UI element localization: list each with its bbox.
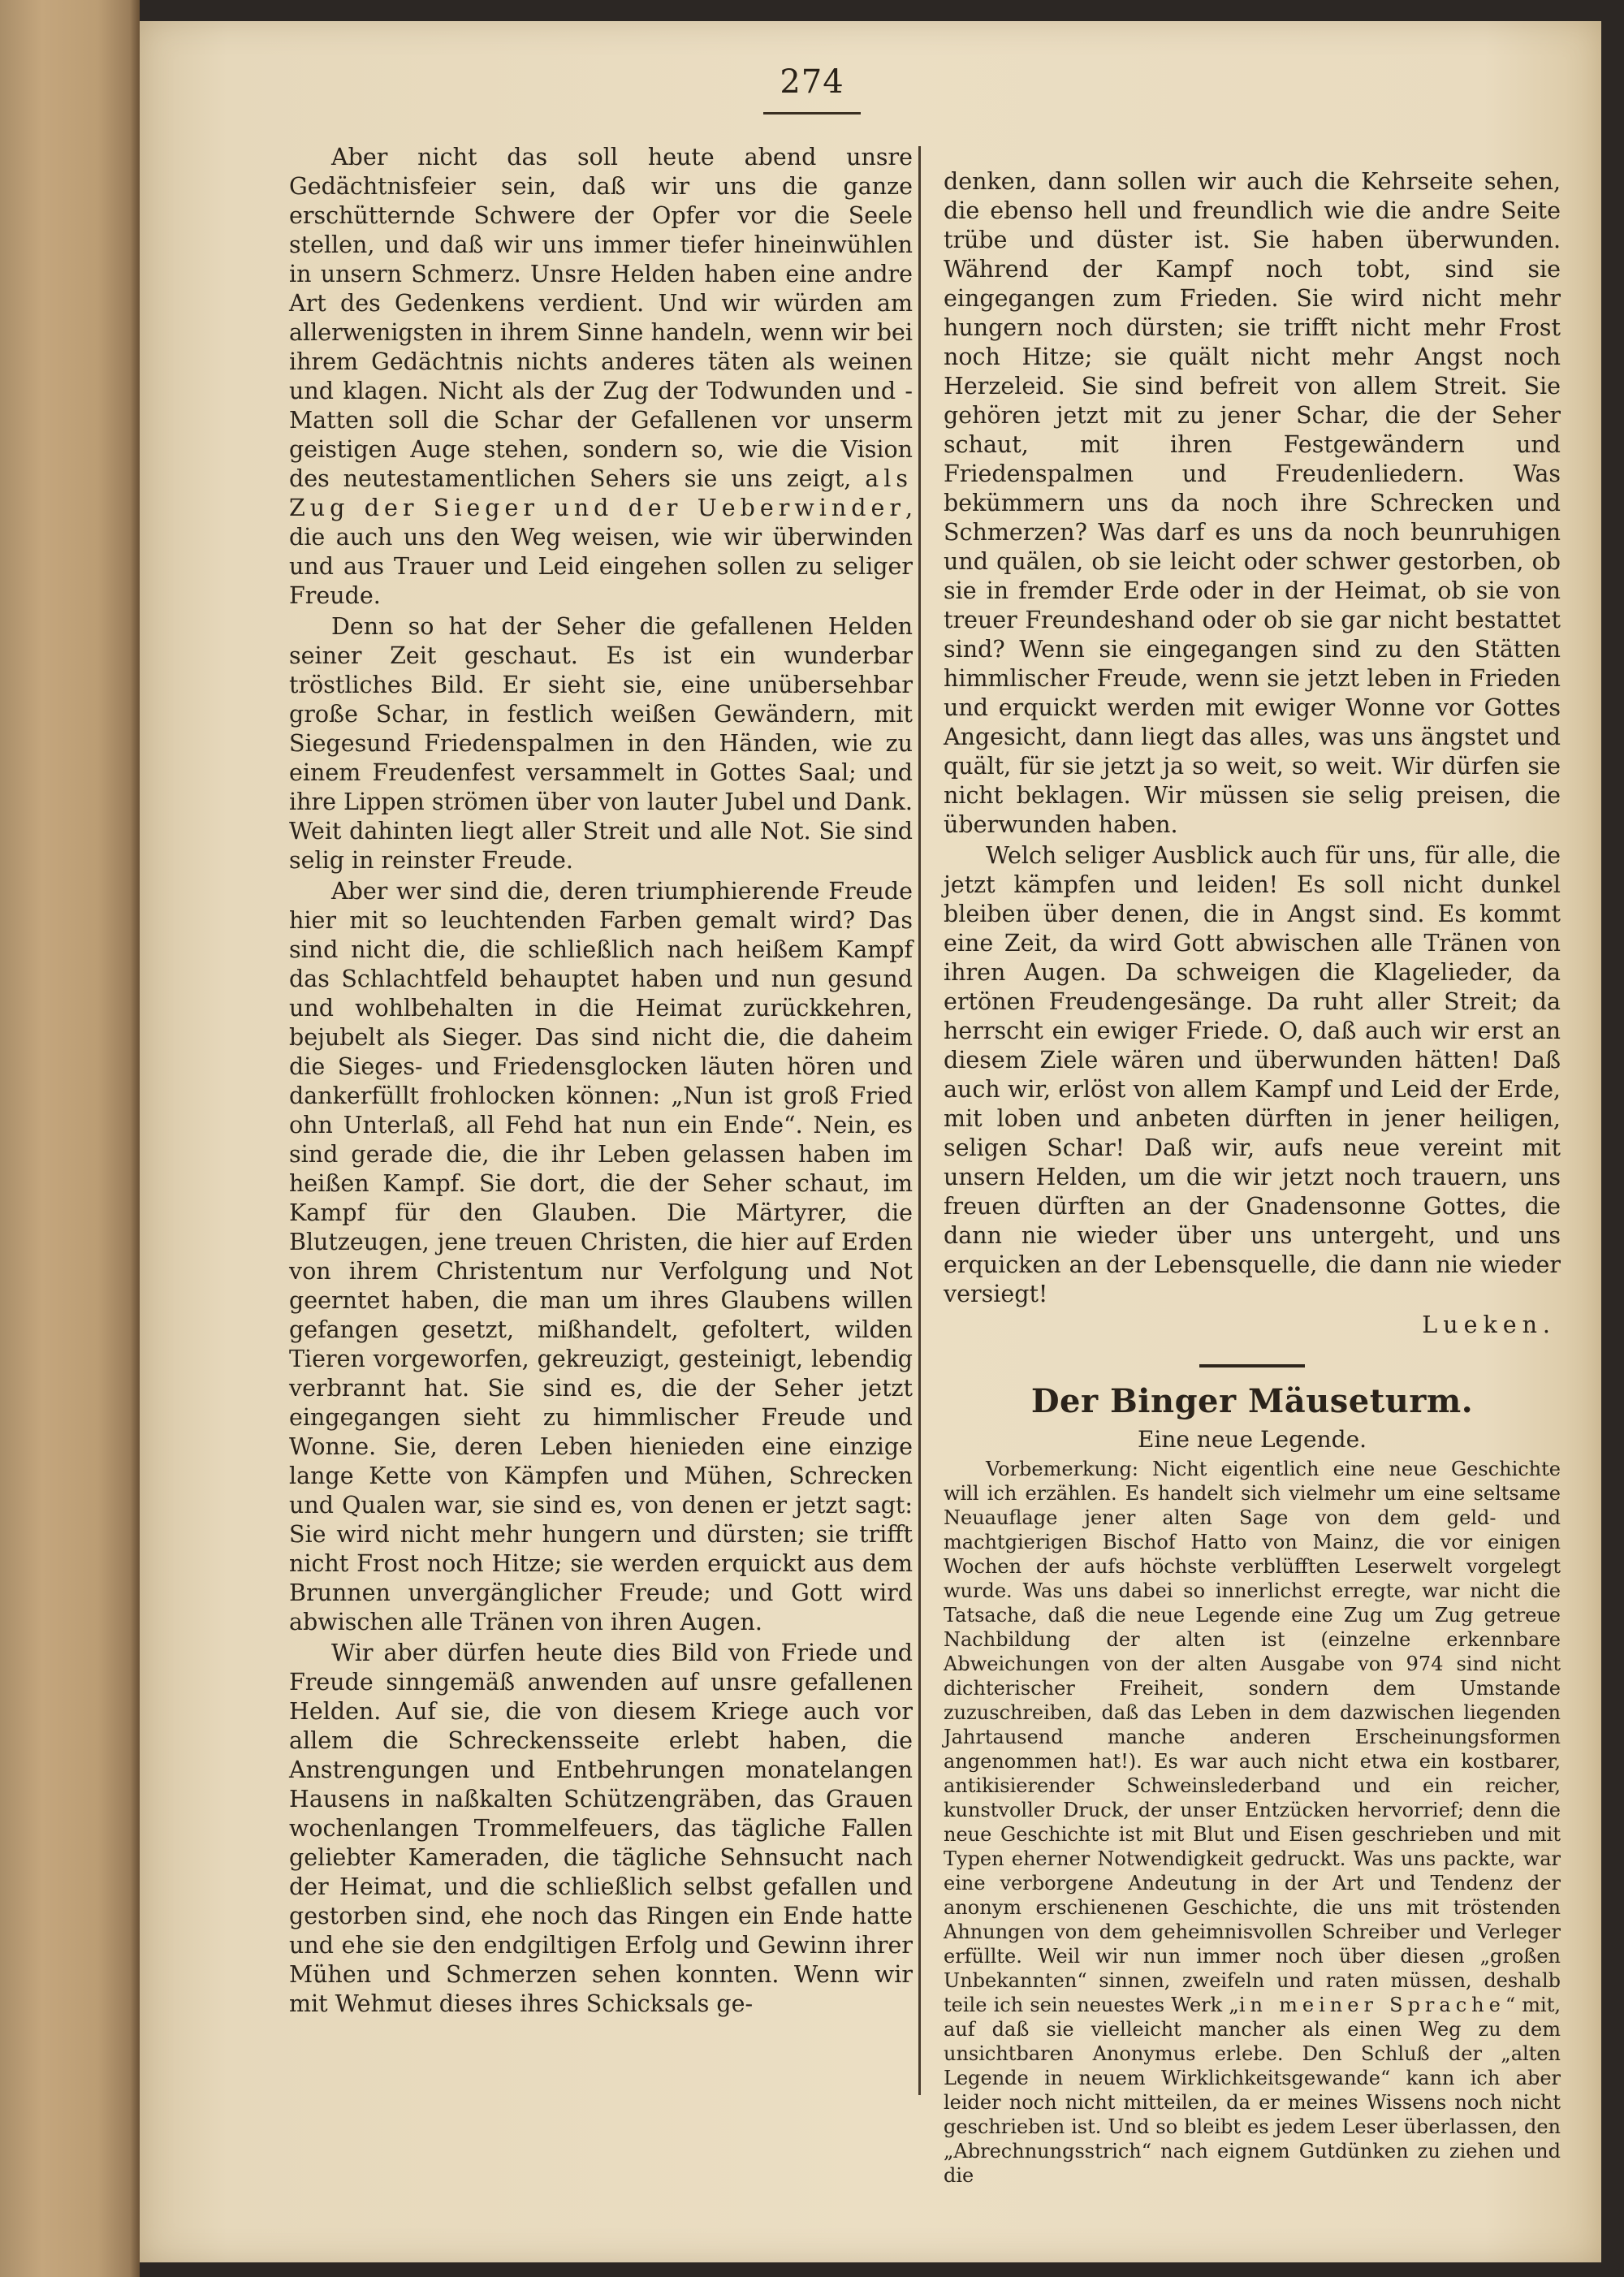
section-divider: [1199, 1364, 1305, 1367]
paragraph: [289, 143, 913, 611]
paragraph: Welch seliger Ausblick auch für uns, für alle, die jetzt kämpfen und leiden! Es soll nicht dunkel bleiben über denen, die in Angst sind. Es kommt eine Zeit, da wird Gott abwischen alle Tränen von ihren Augen. Da schweigen die Klagelieder, da ertönen Freudengesänge. Da ruht aller Streit; da herrscht ein ewiger Friede. O, daß auch wir erst an diesem Ziele wären und überwunden hätten! Daß auch wir, erlöst von allem Kampf und Leid der Erde, mit loben und anbeten dürften in jener heiligen, seligen Schar! Daß wir, aufs neue vereint mit unsern Helden, um die wir jetzt noch trauern, uns freuen dürften an der Gnadensonne Gottes, die dann nie wieder über uns untergeht, und uns erquicken an der Lebensquelle, die dann nie wieder versiegt!: [944, 842, 1561, 1307]
page-number-rule: [763, 112, 861, 114]
paragraph: Wir aber dürfen heute dies Bild von Friede und Freude sinngemäß anwenden auf unsre gefallenen Helden. Auf sie, die von diesem Kriege auch vor allem die Schreckensseite erlebt haben, die Anstrengungen und Entbehrungen monatelangen Hausens in naßkalten Schützengräben, das Grauen wochenlangen Trommelfeuers, das tägliche Fallen geliebter Kameraden, die tägliche Sehnsucht nach der Heimat, und die schließlich selbst gefallen und gestorben sind, ehe noch das Ringen ein Ende hatte und ehe sie den endgiltigen Erfolg und Gewinn ihrer Mühen und Schmerzen sehen konnten. Wenn wir mit Wehmut dieses ihres Schicksals ge-: [289, 1640, 913, 2017]
story-subtitle: Eine neue Legende.: [1137, 1426, 1367, 1453]
right-column: [944, 167, 1561, 2189]
spaced-phrase: in meiner Sprache: [1238, 1994, 1505, 2016]
paragraph-text-end: , die auch uns den Weg weisen, wie wir überwinden und aus Trauer und Leid eingehen sollen zu seliger Freude.: [289, 495, 913, 609]
left-column: [289, 143, 913, 2020]
spaced-phrase: als Zug der Sieger und der Ueberwinder: [289, 465, 913, 521]
paragraph-text: Aber nicht das soll heute abend unsre Gedächtnisfeier sein, daß wir uns die ganze erschütternde Schwere der Opfer vor die Seele stellen, und daß wir uns immer tiefer hineinwühlen in unsern Schmerz. Unsre Helden haben eine andre Art des Gedenkens verdient. Und wir würden am allerwenigsten in ihrem Sinne handeln, wenn wir bei ihrem Gedächtnis nichts anderes täten als weinen und klagen. Nicht als der Zug der Todwunden und -Matten soll die Schar der Gefallenen vor unserm geistigen Auge stehen, sondern so, wie die Vision des neutestamentlichen Sehers sie uns zeigt,: [289, 144, 913, 492]
paragraph: [944, 1457, 1561, 2188]
story-text-end: “ mit, auf daß sie vielleicht mancher als einen Weg zu dem unsichtbaren Anonymus erlebe. Den Schluß der „alten Legende in neuem Wirklichkeitsgewande“ kann ich aber leider noch nicht mitteilen, da er meines Wissens noch nicht geschrieben ist. Und so bleibt es jedem Leser überlassen, den „Abrechnungsstrich“ nach eignem Gutdünken zu ziehen und die: [944, 1994, 1561, 2187]
story-text: Vorbemerkung: Nicht eigentlich eine neue Geschichte will ich erzählen. Es handelt sich vielmehr um eine seltsame Neuauflage jener alten Sage von dem geld- und machtgierigen Bischof Hatto von Mainz, die vor einigen Wochen der aufs höchste verblüfften Leserwelt vorgelegt wurde. Was uns dabei so innerlichst erregte, war nicht die Tatsache, daß die neue Legende eine Zug um Zug getreue Nachbildung der alten ist (einzelne erkennbare Abweichungen von der alten Ausgabe von 974 sind nicht dichterischer Freiheit, sondern dem Umstande zuzuschreiben, daß das Leben in dem dazwischen liegenden Jahrtausend manche anderen Erscheinungsformen angenommen hat!). Es war auch nicht etwa ein kostbarer, antikisierender Schweinslederband und ein reicher, kunstvoller Druck, der unser Entzücken hervorrief; denn die neue Geschichte ist mit Blut und Eisen geschrieben und mit Typen eherner Notwendigkeit gedruckt. Was uns packte, war eine verborgene Andeutung in der Art und Tendenz der anonym erschienenen Geschichte, die uns mit tröstenden Ahnungen von dem geheimnisvollen Schreiber und Verleger erfüllte. Weil wir nun immer noch über diesen „großen Unbekannten“ sinnen, zweifeln und raten müssen, deshalb teile ich sein neuestes Werk „: [944, 1458, 1561, 2016]
author-signature: Lueken.: [1422, 1311, 1556, 1338]
page-number: 274: [780, 63, 844, 101]
paragraph: Denn so hat der Seher die gefallenen Helden seiner Zeit geschaut. Es ist ein wunderbar tröstliches Bild. Er sieht sie, eine unübersehbar große Schar, in festlich weißen Gewändern, mit Siegesund Friedenspalmen in den Händen, wie zu einem Freudenfest versammelt in Gottes Saal; und ihre Lippen strömen über von lauter Jubel und Dank. Weit dahinten liegt aller Streit und alle Not. Sie sind selig in reinster Freude.: [289, 613, 913, 874]
paragraph: denken, dann sollen wir auch die Kehrseite sehen, die ebenso hell und freundlich wie die andre Seite trübe und düster ist. Sie haben überwunden. Während der Kampf noch tobt, sind sie eingegangen zum Frieden. Sie wird nicht mehr hungern noch dürsten; sie trifft nicht mehr Frost noch Hitze; sie quält nicht mehr Angst noch Herzeleid. Sie sind befreit von allem Streit. Sie gehören jetzt mit zu jener Schar, die der Seher schaut, mit ihren Festgewändern und Friedenspalmen und Freudenliedern. Was bekümmern uns da noch ihre Schrecken und Schmerzen? Was darf es uns da noch beunruhigen und quälen, ob sie leicht oder schwer gestorben, ob sie in fremder Erde oder in der Heimat, ob sie von treuer Freundeshand oder ob sie gar nicht bestattet sind? Wenn sie eingegangen sind zu den Stätten himmlischer Freude, wenn sie jetzt leben in Frieden und erquickt werden mit ewiger Wonne vor Gottes Angesicht, dann liegt das alles, was uns ängstet und quält, für sie jetzt ja so weit, so weit. Wir dürfen sie nicht beklagen. Wir müssen sie selig preisen, die überwunden haben.: [944, 168, 1561, 838]
column-divider: [918, 146, 921, 2095]
story-title: Der Binger Mäuseturm.: [1030, 1382, 1474, 1420]
book-edge: [0, 0, 140, 2277]
paragraph: Aber wer sind die, deren triumphierende Freude hier mit so leuchtenden Farben gemalt wird? Das sind nicht die, die schließlich nach heißem Kampf das Schlachtfeld behauptet haben und nun gesund und wohlbehalten in die Heimat zurückkehren, bejubelt als Sieger. Das sind nicht die, die daheim die Sieges- und Friedensglocken läuten hören und dankerfüllt frohlocken können: „Nun ist groß Fried ohn Unterlaß, all Fehd hat nun ein Ende“. Nein, es sind gerade die, die ihr Leben gelassen haben im heißen Kampf. Sie dort, die der Seher schaut, im Kampf für den Glauben. Die Märtyrer, die Blutzeugen, jene treuen Christen, die hier auf Erden von ihrem Christentum nur Verfolgung und Not geerntet haben, die man um ihres Glaubens willen gefangen gesetzt, mißhandelt, gefoltert, wilden Tieren vorgeworfen, gekreuzigt, gesteinigt, lebendig verbrannt hat. Sie sind es, die der Seher jetzt eingegangen sieht zu himmlischer Freude und Wonne. Sie, deren Leben hienieden eine einzige lange Kette von Kämpfen und Mühen, Schrecken und Qualen war, sie sind es, von denen er jetzt sagt: Sie wird nicht mehr hungern und dürsten; sie trifft nicht Frost noch Hitze; sie werden erquickt aus dem Brunnen unvergänglicher Freude; und Gott wird abwischen alle Tränen von ihren Augen.: [289, 878, 913, 1635]
story-body: [944, 1457, 1561, 2188]
